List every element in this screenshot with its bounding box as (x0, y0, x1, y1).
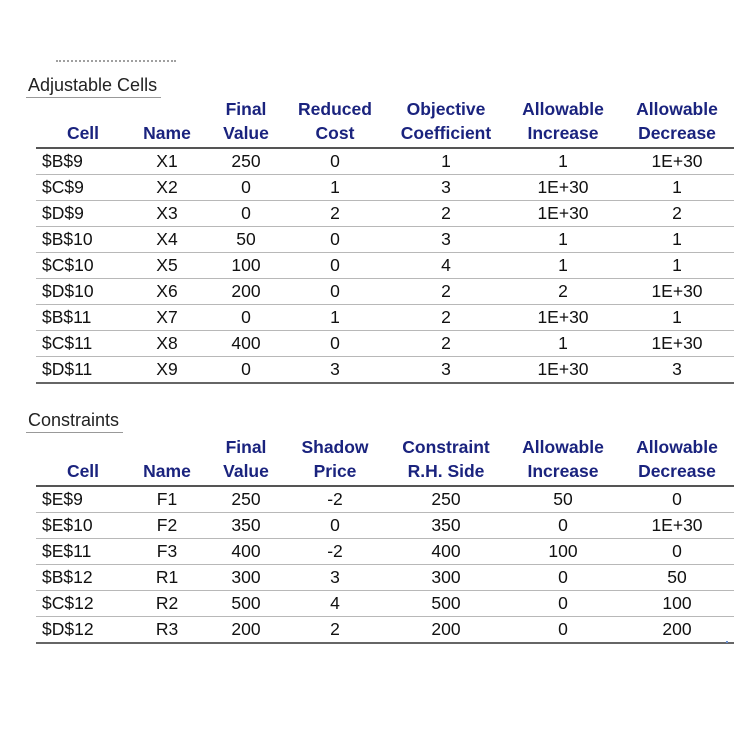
final-value: 350 (208, 513, 284, 539)
cell-address: $B$12 (36, 565, 126, 591)
cell-address: $B$9 (36, 148, 126, 175)
col-header-cell (36, 97, 126, 121)
constraint-name: R3 (126, 617, 208, 644)
col-header-final-value: Value (208, 121, 284, 148)
objective-coefficient: 4 (386, 253, 506, 279)
table-row (36, 201, 734, 227)
final-value: 0 (208, 175, 284, 201)
table-row (36, 357, 734, 384)
reduced-cost: 0 (284, 253, 386, 279)
final-value: 200 (208, 279, 284, 305)
allowable-decrease: 1 (620, 253, 734, 279)
table-row (36, 175, 734, 201)
shadow-price: -2 (284, 486, 386, 513)
cell-address: $D$11 (36, 357, 126, 384)
final-value: 400 (208, 539, 284, 565)
shadow-price: 3 (284, 565, 386, 591)
constraint-name: R2 (126, 591, 208, 617)
allowable-decrease: 200 (620, 617, 734, 644)
variable-name: X2 (126, 175, 208, 201)
final-value: 300 (208, 565, 284, 591)
col-header-cell: Cell (36, 121, 126, 148)
allowable-increase: 50 (506, 486, 620, 513)
table-row (36, 253, 734, 279)
allowable-increase: 1 (506, 331, 620, 357)
col-header-reduced-cost: Cost (284, 121, 386, 148)
allowable-decrease: 100 (620, 591, 734, 617)
col-header-allowable-increase: Allowable (522, 437, 604, 457)
objective-coefficient: 2 (386, 279, 506, 305)
cell-address: $C$10 (36, 253, 126, 279)
variable-name: X8 (126, 331, 208, 357)
final-value: 0 (208, 201, 284, 227)
table-row (36, 513, 734, 539)
adjustable-cells-table (36, 97, 734, 384)
objective-coefficient: 1 (386, 148, 506, 175)
col-header-shadow-price: Price (284, 459, 386, 486)
variable-name: X7 (126, 305, 208, 331)
table-row (36, 305, 734, 331)
cell-address: $E$11 (36, 539, 126, 565)
col-header-name: Name (126, 121, 208, 148)
reduced-cost: 0 (284, 279, 386, 305)
objective-coefficient: 2 (386, 305, 506, 331)
reduced-cost: 3 (284, 357, 386, 384)
final-value: 250 (208, 148, 284, 175)
allowable-increase: 1E+30 (506, 357, 620, 384)
objective-coefficient: 2 (386, 201, 506, 227)
allowable-increase: 1 (506, 227, 620, 253)
cell-address: $B$10 (36, 227, 126, 253)
reduced-cost: 0 (284, 227, 386, 253)
final-value: 500 (208, 591, 284, 617)
col-header-constraint-rhs: R.H. Side (386, 459, 506, 486)
constraint-name: F2 (126, 513, 208, 539)
shadow-price: 2 (284, 617, 386, 644)
constraint-rhs: 200 (386, 617, 506, 644)
allowable-decrease: 1 (620, 175, 734, 201)
col-header-constraint-rhs: Constraint (402, 437, 490, 457)
col-header-allowable-decrease: Decrease (620, 121, 734, 148)
allowable-increase: 0 (506, 513, 620, 539)
constraint-name: R1 (126, 565, 208, 591)
col-header-final-value: Final (225, 99, 267, 119)
col-header-allowable-increase: Increase (506, 459, 620, 486)
allowable-increase: 0 (506, 617, 620, 644)
allowable-decrease: 0 (620, 486, 734, 513)
final-value: 250 (208, 486, 284, 513)
variable-name: X4 (126, 227, 208, 253)
constraint-rhs: 300 (386, 565, 506, 591)
table-row (36, 279, 734, 305)
constraint-rhs: 500 (386, 591, 506, 617)
constraint-rhs: 400 (386, 539, 506, 565)
table-row (36, 565, 734, 591)
allowable-increase: 2 (506, 279, 620, 305)
col-header-name: Name (126, 459, 208, 486)
col-header-allowable-decrease: Allowable (636, 437, 718, 457)
objective-coefficient: 3 (386, 227, 506, 253)
col-header-name (126, 435, 208, 459)
reduced-cost: 0 (284, 331, 386, 357)
stray-dot-artifact (726, 641, 728, 643)
allowable-increase: 1E+30 (506, 201, 620, 227)
col-header-allowable-increase: Increase (506, 121, 620, 148)
shadow-price: 4 (284, 591, 386, 617)
constraint-name: F1 (126, 486, 208, 513)
final-value: 400 (208, 331, 284, 357)
variable-name: X6 (126, 279, 208, 305)
reduced-cost: 0 (284, 148, 386, 175)
final-value: 0 (208, 357, 284, 384)
allowable-decrease: 1E+30 (620, 331, 734, 357)
allowable-increase: 0 (506, 591, 620, 617)
final-value: 50 (208, 227, 284, 253)
col-header-name (126, 97, 208, 121)
col-header-cell: Cell (36, 459, 126, 486)
objective-coefficient: 2 (386, 331, 506, 357)
shadow-price: -2 (284, 539, 386, 565)
cell-address: $C$9 (36, 175, 126, 201)
reduced-cost: 1 (284, 305, 386, 331)
allowable-decrease: 50 (620, 565, 734, 591)
allowable-increase: 1 (506, 148, 620, 175)
variable-name: X5 (126, 253, 208, 279)
allowable-increase: 0 (506, 565, 620, 591)
allowable-decrease: 1 (620, 305, 734, 331)
cell-address: $E$9 (36, 486, 126, 513)
adjustable-cells-title: Adjustable Cells (26, 75, 161, 98)
cell-address: $D$12 (36, 617, 126, 644)
cell-address: $B$11 (36, 305, 126, 331)
cell-address: $C$11 (36, 331, 126, 357)
final-value: 0 (208, 305, 284, 331)
variable-name: X9 (126, 357, 208, 384)
cell-address: $E$10 (36, 513, 126, 539)
allowable-increase: 1E+30 (506, 305, 620, 331)
cell-address: $D$10 (36, 279, 126, 305)
constraint-rhs: 350 (386, 513, 506, 539)
col-header-cell (36, 435, 126, 459)
constraints-title: Constraints (26, 410, 123, 433)
allowable-increase: 100 (506, 539, 620, 565)
reduced-cost: 2 (284, 201, 386, 227)
cropped-heading-artifact (56, 60, 176, 65)
col-header-final-value: Final (225, 437, 267, 457)
table-row (36, 617, 734, 644)
allowable-decrease: 0 (620, 539, 734, 565)
table-row (36, 486, 734, 513)
final-value: 200 (208, 617, 284, 644)
allowable-increase: 1E+30 (506, 175, 620, 201)
variable-name: X3 (126, 201, 208, 227)
reduced-cost: 1 (284, 175, 386, 201)
constraint-name: F3 (126, 539, 208, 565)
table-row (36, 331, 734, 357)
constraint-rhs: 250 (386, 486, 506, 513)
col-header-objective-coefficient: Objective (406, 99, 486, 119)
col-header-allowable-increase: Allowable (522, 99, 604, 119)
objective-coefficient: 3 (386, 357, 506, 384)
allowable-decrease: 1E+30 (620, 148, 734, 175)
cell-address: $D$9 (36, 201, 126, 227)
table-row (36, 539, 734, 565)
allowable-increase: 1 (506, 253, 620, 279)
allowable-decrease: 1 (620, 227, 734, 253)
table-row (36, 148, 734, 175)
table-row (36, 227, 734, 253)
col-header-reduced-cost: Reduced (298, 99, 372, 119)
col-header-allowable-decrease: Allowable (636, 99, 718, 119)
allowable-decrease: 1E+30 (620, 513, 734, 539)
col-header-final-value: Value (208, 459, 284, 486)
col-header-shadow-price: Shadow (301, 437, 369, 457)
final-value: 100 (208, 253, 284, 279)
col-header-objective-coefficient: Coefficient (386, 121, 506, 148)
variable-name: X1 (126, 148, 208, 175)
cell-address: $C$12 (36, 591, 126, 617)
objective-coefficient: 3 (386, 175, 506, 201)
shadow-price: 0 (284, 513, 386, 539)
constraints-table (36, 435, 734, 644)
allowable-decrease: 3 (620, 357, 734, 384)
col-header-allowable-decrease: Decrease (620, 459, 734, 486)
table-row (36, 591, 734, 617)
allowable-decrease: 1E+30 (620, 279, 734, 305)
allowable-decrease: 2 (620, 201, 734, 227)
